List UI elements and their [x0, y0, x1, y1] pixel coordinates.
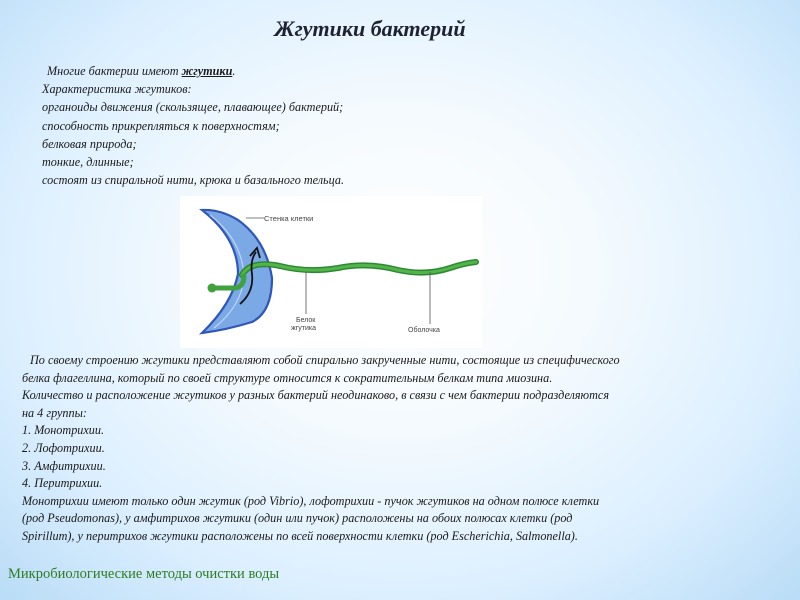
intro-line: состоят из спиральной нити, крюка и базального тельца. — [42, 173, 344, 188]
label-sheath: Оболочка — [408, 327, 440, 334]
body-line: Количество и расположение жгутиков у разных бактерий неодинаково, в связи с чем бактерии подразделяются — [22, 388, 610, 403]
intro-line: способность прикрепляться к поверхностям; — [42, 118, 280, 133]
label-protein-line2: жгутика — [291, 325, 316, 332]
intro-lead: Многие бактерии имеют — [47, 64, 182, 78]
flagellum-figure — [180, 196, 482, 348]
body-text — [22, 352, 787, 546]
intro-term: жгутики — [181, 64, 233, 78]
intro-lead-line — [42, 62, 562, 80]
intro-line: тонкие, длинные; — [42, 155, 134, 170]
body-line: 2. Лофотрихии. — [22, 440, 105, 455]
flagellum-diagram — [180, 196, 482, 348]
intro-block — [42, 62, 562, 189]
slide-title: Жгутики бактерий — [274, 16, 466, 41]
footer-caption: Микробиологические методы очистки воды — [8, 566, 280, 582]
body-line: белка флагеллина, который по своей структуре относится к сократительным белкам типа миозина. — [22, 370, 553, 385]
intro-line: белковая природа; — [42, 136, 137, 151]
body-line: 3. Амфитрихии. — [22, 458, 106, 473]
body-line: 1. Монотрихии. — [22, 423, 105, 438]
body-line: По своему строению жгутики представляют собой спирально закрученные нити, состоящие из специфического — [30, 353, 620, 367]
intro-line: органоиды движения (скользящее, плавающее) бактерий; — [42, 100, 344, 115]
body-line: 4. Перитрихии. — [22, 476, 103, 491]
basal-body — [208, 284, 217, 293]
intro-line: Характеристика жгутиков: — [42, 82, 192, 97]
intro-lead-end: . — [232, 64, 236, 78]
label-cell-wall: Стенка клетки — [264, 214, 314, 223]
body-line: Монотрихии имеют только один жгутик (род Vibrio), лофотрихии - пучок жгутиков на одном полюсе клетки — [22, 493, 600, 508]
cell-body — [202, 210, 272, 333]
body-line: на 4 группы: — [22, 405, 87, 420]
body-line: (род Pseudomonas), у амфитрихов жгутики (один или пучок) расположены на обоих полюсах клетки (род — [22, 511, 573, 526]
label-protein-line1: Белок — [296, 317, 316, 324]
body-line: Spirillum), у перитрихов жгутики расположены по всей поверхности клетки (род Escherichia, Salmonella). — [22, 528, 578, 543]
